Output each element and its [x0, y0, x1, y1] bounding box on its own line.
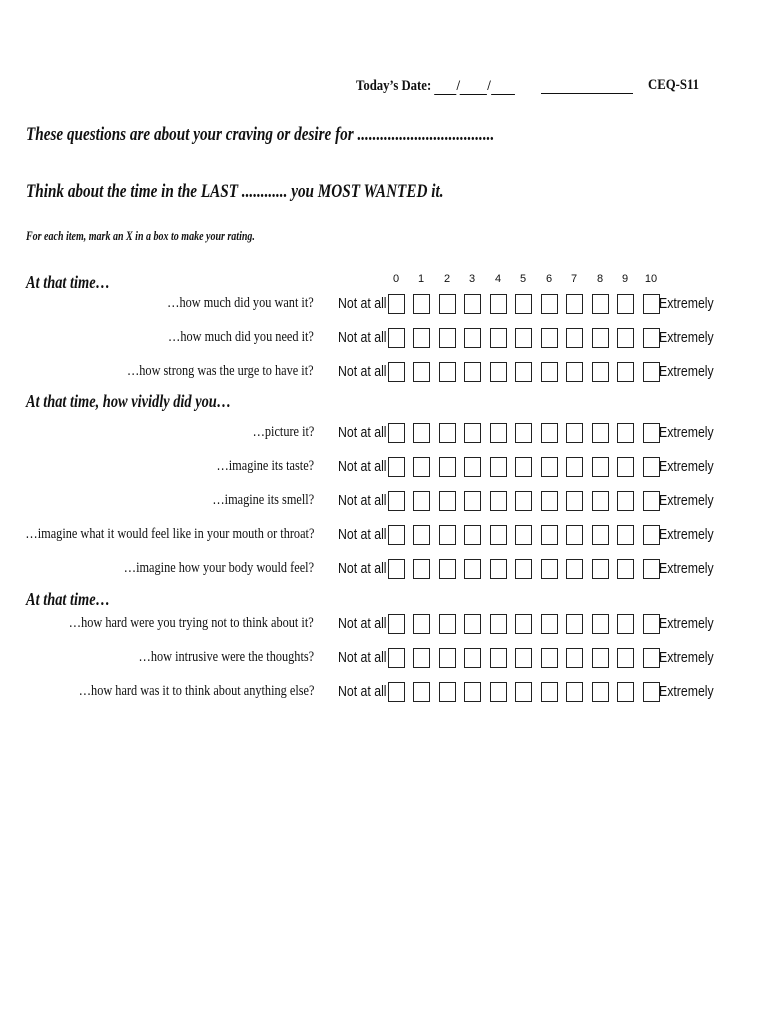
rating-checkbox-5[interactable] [515, 328, 532, 348]
scale-low-label: Not at all [338, 458, 387, 475]
rating-checkbox-2[interactable] [439, 614, 456, 634]
section-heading-2: At that time, how vividly did you… [26, 391, 232, 411]
rating-checkbox-6[interactable] [541, 328, 558, 348]
date-separator: / [487, 78, 491, 94]
rating-checkbox-4[interactable] [490, 525, 507, 545]
scale-number: 3 [468, 273, 476, 285]
question-text: …how strong was the urge to have it? [127, 363, 314, 379]
rating-checkbox-8[interactable] [592, 328, 609, 348]
rating-checkbox-4[interactable] [490, 491, 507, 511]
question-text: …how intrusive were the thoughts? [138, 649, 314, 665]
rating-checkbox-3[interactable] [464, 423, 481, 443]
rating-checkbox-10[interactable] [643, 682, 660, 702]
rating-checkbox-6[interactable] [541, 491, 558, 511]
rating-checkbox-3[interactable] [464, 648, 481, 668]
rating-checkbox-7[interactable] [566, 457, 583, 477]
rating-checkbox-9[interactable] [617, 328, 634, 348]
rating-checkbox-0[interactable] [388, 525, 405, 545]
section-heading-1: At that time… [26, 272, 111, 292]
rating-checkbox-4[interactable] [490, 423, 507, 443]
scale-number: 5 [519, 273, 527, 285]
rating-checkbox-0[interactable] [388, 362, 405, 382]
rating-checkbox-9[interactable] [617, 491, 634, 511]
rating-checkbox-2[interactable] [439, 423, 456, 443]
rating-checkbox-9[interactable] [617, 682, 634, 702]
rating-checkbox-10[interactable] [643, 491, 660, 511]
rating-checkbox-8[interactable] [592, 423, 609, 443]
rating-checkbox-8[interactable] [592, 457, 609, 477]
rating-checkbox-9[interactable] [617, 525, 634, 545]
question-text: …picture it? [252, 424, 314, 440]
date-row [356, 77, 515, 95]
rating-checkbox-1[interactable] [413, 682, 430, 702]
rating-checkbox-1[interactable] [413, 648, 430, 668]
rating-checkbox-4[interactable] [490, 294, 507, 314]
rating-checkbox-1[interactable] [413, 423, 430, 443]
rating-checkbox-6[interactable] [541, 559, 558, 579]
rating-checkbox-7[interactable] [566, 294, 583, 314]
rating-checkbox-5[interactable] [515, 362, 532, 382]
rating-checkbox-0[interactable] [388, 328, 405, 348]
question-text: …how hard was it to think about anything else? [78, 683, 314, 699]
scale-number: 6 [545, 273, 553, 285]
rating-checkbox-7[interactable] [566, 328, 583, 348]
scale-number: 1 [417, 273, 425, 285]
rating-checkbox-5[interactable] [515, 614, 532, 634]
rating-checkbox-8[interactable] [592, 648, 609, 668]
rating-checkbox-1[interactable] [413, 525, 430, 545]
rating-checkbox-3[interactable] [464, 328, 481, 348]
scale-low-label: Not at all [338, 424, 387, 441]
rating-checkbox-10[interactable] [643, 525, 660, 545]
rating-checkbox-0[interactable] [388, 294, 405, 314]
rating-checkbox-9[interactable] [617, 294, 634, 314]
rating-checkbox-4[interactable] [490, 362, 507, 382]
rating-checkbox-9[interactable] [617, 457, 634, 477]
scale-number: 2 [443, 273, 451, 285]
scale-low-label: Not at all [338, 363, 387, 380]
rating-checkbox-7[interactable] [566, 423, 583, 443]
rating-checkbox-1[interactable] [413, 362, 430, 382]
rating-checkbox-6[interactable] [541, 525, 558, 545]
rating-checkbox-10[interactable] [643, 559, 660, 579]
rating-checkbox-0[interactable] [388, 457, 405, 477]
scale-low-label: Not at all [338, 560, 387, 577]
rating-checkbox-7[interactable] [566, 648, 583, 668]
scale-number: 8 [596, 273, 604, 285]
rating-checkbox-6[interactable] [541, 362, 558, 382]
rating-checkbox-7[interactable] [566, 525, 583, 545]
rating-checkbox-1[interactable] [413, 491, 430, 511]
rating-checkbox-9[interactable] [617, 648, 634, 668]
scale-low-label: Not at all [338, 329, 387, 346]
rating-checkbox-9[interactable] [617, 362, 634, 382]
rating-checkbox-5[interactable] [515, 648, 532, 668]
rating-checkbox-0[interactable] [388, 682, 405, 702]
rating-checkbox-5[interactable] [515, 525, 532, 545]
scale-high-label: Extremely [659, 560, 714, 577]
instruction-text: For each item, mark an X in a box to make your rating. [26, 229, 255, 243]
rating-checkbox-8[interactable] [592, 525, 609, 545]
question-text: …imagine how your body would feel? [123, 560, 314, 576]
rating-checkbox-7[interactable] [566, 559, 583, 579]
rating-checkbox-2[interactable] [439, 559, 456, 579]
question-text: …imagine its smell? [212, 492, 314, 508]
scale-high-label: Extremely [659, 492, 714, 509]
rating-checkbox-0[interactable] [388, 559, 405, 579]
scale-low-label: Not at all [338, 683, 387, 700]
scale-high-label: Extremely [659, 329, 714, 346]
rating-checkbox-3[interactable] [464, 294, 481, 314]
rating-checkbox-2[interactable] [439, 525, 456, 545]
rating-checkbox-5[interactable] [515, 491, 532, 511]
rating-checkbox-7[interactable] [566, 362, 583, 382]
intro-line-1: These questions are about your craving or desire for .................................... [26, 124, 495, 145]
scale-high-label: Extremely [659, 615, 714, 632]
rating-checkbox-3[interactable] [464, 525, 481, 545]
rating-checkbox-7[interactable] [566, 491, 583, 511]
rating-checkbox-6[interactable] [541, 682, 558, 702]
rating-checkbox-2[interactable] [439, 648, 456, 668]
rating-checkbox-2[interactable] [439, 457, 456, 477]
rating-checkbox-10[interactable] [643, 648, 660, 668]
scale-high-label: Extremely [659, 424, 714, 441]
section-heading-3: At that time… [26, 589, 111, 609]
scale-high-label: Extremely [659, 363, 714, 380]
question-text: …how much did you need it? [168, 329, 314, 345]
rating-checkbox-8[interactable] [592, 362, 609, 382]
scale-high-label: Extremely [659, 683, 714, 700]
rating-checkbox-1[interactable] [413, 328, 430, 348]
scale-high-label: Extremely [659, 649, 714, 666]
rating-checkbox-3[interactable] [464, 362, 481, 382]
rating-checkbox-5[interactable] [515, 423, 532, 443]
date-separator: / [456, 78, 461, 94]
rating-checkbox-9[interactable] [617, 559, 634, 579]
rating-checkbox-6[interactable] [541, 648, 558, 668]
date-day-field[interactable] [460, 77, 487, 95]
form-code: CEQ-S11 [648, 77, 700, 93]
rating-checkbox-5[interactable] [515, 559, 532, 579]
rating-checkbox-2[interactable] [439, 491, 456, 511]
date-label: Today’s Date: [356, 78, 432, 94]
rating-checkbox-8[interactable] [592, 294, 609, 314]
rating-checkbox-0[interactable] [388, 491, 405, 511]
rating-checkbox-4[interactable] [490, 328, 507, 348]
rating-checkbox-10[interactable] [643, 294, 660, 314]
question-text: …imagine its taste? [216, 458, 314, 474]
rating-checkbox-4[interactable] [490, 457, 507, 477]
rating-checkbox-4[interactable] [490, 648, 507, 668]
scale-number: 9 [621, 273, 629, 285]
rating-checkbox-0[interactable] [388, 423, 405, 443]
rating-checkbox-9[interactable] [617, 614, 634, 634]
scale-high-label: Extremely [659, 526, 714, 543]
rating-checkbox-10[interactable] [643, 362, 660, 382]
scale-low-label: Not at all [338, 526, 387, 543]
scale-low-label: Not at all [338, 295, 387, 312]
date-month-field[interactable] [434, 77, 456, 95]
rating-checkbox-8[interactable] [592, 682, 609, 702]
scale-number: 4 [494, 273, 502, 285]
rating-checkbox-5[interactable] [515, 294, 532, 314]
rating-checkbox-1[interactable] [413, 457, 430, 477]
rating-checkbox-6[interactable] [541, 614, 558, 634]
rating-checkbox-7[interactable] [566, 614, 583, 634]
scale-number: 10 [644, 273, 658, 285]
rating-checkbox-6[interactable] [541, 294, 558, 314]
intro-line-2: Think about the time in the LAST ............ you MOST WANTED it. [26, 181, 444, 202]
rating-checkbox-10[interactable] [643, 614, 660, 634]
rating-checkbox-10[interactable] [643, 423, 660, 443]
scale-number: 0 [392, 273, 400, 285]
rating-checkbox-2[interactable] [439, 328, 456, 348]
rating-checkbox-4[interactable] [490, 614, 507, 634]
rating-checkbox-6[interactable] [541, 457, 558, 477]
rating-checkbox-8[interactable] [592, 559, 609, 579]
rating-checkbox-9[interactable] [617, 423, 634, 443]
rating-checkbox-10[interactable] [643, 457, 660, 477]
rating-checkbox-3[interactable] [464, 614, 481, 634]
question-text: …how hard were you trying not to think about it? [69, 615, 314, 631]
rating-checkbox-1[interactable] [413, 294, 430, 314]
rating-checkbox-5[interactable] [515, 682, 532, 702]
rating-checkbox-0[interactable] [388, 648, 405, 668]
rating-checkbox-2[interactable] [439, 682, 456, 702]
rating-checkbox-3[interactable] [464, 457, 481, 477]
date-year-field[interactable] [491, 77, 515, 95]
rating-checkbox-5[interactable] [515, 457, 532, 477]
rating-checkbox-6[interactable] [541, 423, 558, 443]
rating-checkbox-1[interactable] [413, 559, 430, 579]
rating-checkbox-3[interactable] [464, 491, 481, 511]
rating-checkbox-1[interactable] [413, 614, 430, 634]
question-text: …imagine what it would feel like in your mouth or throat? [25, 526, 314, 542]
rating-checkbox-2[interactable] [439, 294, 456, 314]
rating-checkbox-4[interactable] [490, 682, 507, 702]
rating-checkbox-8[interactable] [592, 614, 609, 634]
rating-checkbox-8[interactable] [592, 491, 609, 511]
rating-checkbox-0[interactable] [388, 614, 405, 634]
scale-low-label: Not at all [338, 649, 387, 666]
scale-low-label: Not at all [338, 615, 387, 632]
rating-checkbox-7[interactable] [566, 682, 583, 702]
scale-low-label: Not at all [338, 492, 387, 509]
scale-high-label: Extremely [659, 458, 714, 475]
rating-checkbox-3[interactable] [464, 682, 481, 702]
question-text: …how much did you want it? [167, 295, 314, 311]
scale-high-label: Extremely [659, 295, 714, 312]
rating-checkbox-4[interactable] [490, 559, 507, 579]
rating-checkbox-3[interactable] [464, 559, 481, 579]
scale-number: 7 [570, 273, 578, 285]
rating-checkbox-2[interactable] [439, 362, 456, 382]
id-field[interactable] [541, 93, 633, 94]
rating-checkbox-10[interactable] [643, 328, 660, 348]
